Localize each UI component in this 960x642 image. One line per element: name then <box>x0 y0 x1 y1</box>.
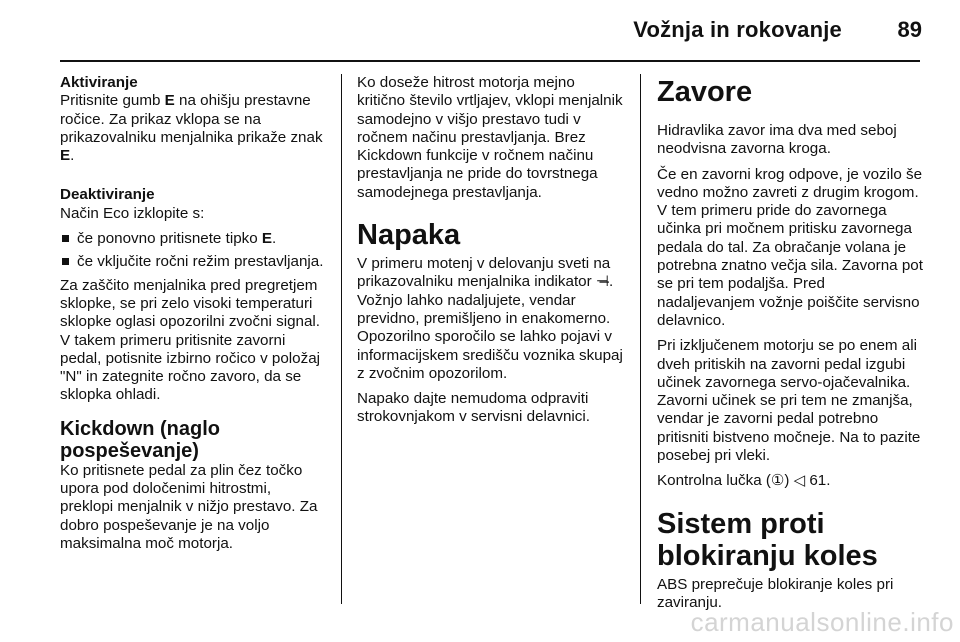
column-right <box>657 74 925 619</box>
list-item: če ponovno pritisnete tipko E. <box>60 230 326 248</box>
column-divider <box>341 74 342 604</box>
column-left <box>60 74 326 560</box>
fault-paragraph: V primeru motenj v delovanju sveti na prikazovalniku menjalnika indikator ⊣̶. Vožnjo lahko nadaljujete, vendar previdno, premišljeno in enakomerno. Opozorilno sporočilo se lahko pojavi v informacijskem središču voznika skupaj z zvočnim opozorilom. <box>357 255 623 382</box>
column-divider <box>640 74 641 604</box>
activation-paragraph: Pritisnite gumb E na ohišju prestavne ročice. Za prikaz vklopa se na prikazovalniku menjalnika prikaže znak E. <box>60 92 323 165</box>
bullet-icon <box>62 258 69 265</box>
brakes-heading: Zavore <box>657 76 753 108</box>
page-header-title: Vožnja in rokovanje <box>633 17 842 42</box>
protection-paragraph: Za zaščito menjalnika pred pregretjem sklopke, se pri zelo visoki temperaturi sklopke oglasi opozorilni zvočni signal. V takem primeru pritisnite zavorni pedal, potisnite izbirno ročico v položaj "N" in zategnite ročno zavoro, da se sklopka ohladi. <box>60 276 321 404</box>
header-rule <box>60 60 920 62</box>
abs-paragraph: ABS preprečuje blokiranje koles pri zaviranju. <box>657 575 894 611</box>
key-e: E <box>164 92 175 110</box>
fault-service-paragraph: Napako dajte nemudoma odpraviti strokovnjakom v servisni delavnici. <box>357 390 590 426</box>
page-reference-icon: ◁ <box>793 472 806 490</box>
key-e: E <box>60 147 71 165</box>
abs-heading: Sistem proti blokiranju koles <box>657 507 878 572</box>
column-middle <box>357 74 625 434</box>
kickdown-paragraph: Ko pritisnete pedal za plin čez točko upora pod določenimi hitrostmi, preklopi menjalnik v nižjo prestavo. Za dobro pospeševanje je na voljo maksimalna moč motorja. <box>60 461 318 552</box>
deactivation-intro: Način Eco izklopite s: <box>60 204 205 222</box>
activation-heading: Aktiviranje <box>60 74 138 91</box>
transmission-fault-icon: ⊣̶ <box>595 273 609 291</box>
manual-mode-paragraph: Ko doseže hitrost motorja mejno kritično število vrtljajev, vklopi menjalnik samodejno v višjo prestavo tudi v ročnem načinu prestavljanja. Brez Kickdown funkcije v ročnem načinu prestavljanja ne pride do tovrstnega samodejnega prestavljanja. <box>357 74 623 201</box>
list-item: če vključite ročni režim prestavljanja. <box>60 253 326 271</box>
kickdown-heading: Kickdown (naglo pospeševanje) <box>60 417 220 462</box>
brakes-paragraph: Pri izključenem motorju se po enem ali dveh pritiskih na zavorni pedal izgubi učinek zavornega servo-ojačevalnika. Zavorni učinek se pri tem ne zmanjša, vendar je zavorni pedal potrebno pritisniti bistveno močneje. Na to pazite posebej pri vleki. <box>657 337 921 465</box>
brake-warning-icon: (①) <box>765 472 790 490</box>
bullet-icon <box>62 235 69 242</box>
brakes-paragraph: Če en zavorni krog odpove, je vozilo še vedno možno zavreti z drugim krogom. V tem primeru pride do zavornega učinka pri močnem pritisku zavornega pedala do tal. Za obračanje volana je potrebna znatno večja sila. Zavorna pot se pri tem podaljša. Pred nadaljevanjem vožnje poiščite servisno delavnico. <box>657 165 923 329</box>
warning-lamp-reference: Kontrolna lučka (①) ◁ 61. <box>657 472 831 490</box>
watermark: carmanualsonline.info <box>690 607 954 637</box>
fault-heading: Napaka <box>357 219 461 252</box>
brakes-paragraph: Hidravlika zavor ima dva med seboj neodvisna zavorna kroga. <box>657 122 897 158</box>
page-number: 89 <box>897 17 922 42</box>
deactivation-heading: Deaktiviranje <box>60 186 155 204</box>
